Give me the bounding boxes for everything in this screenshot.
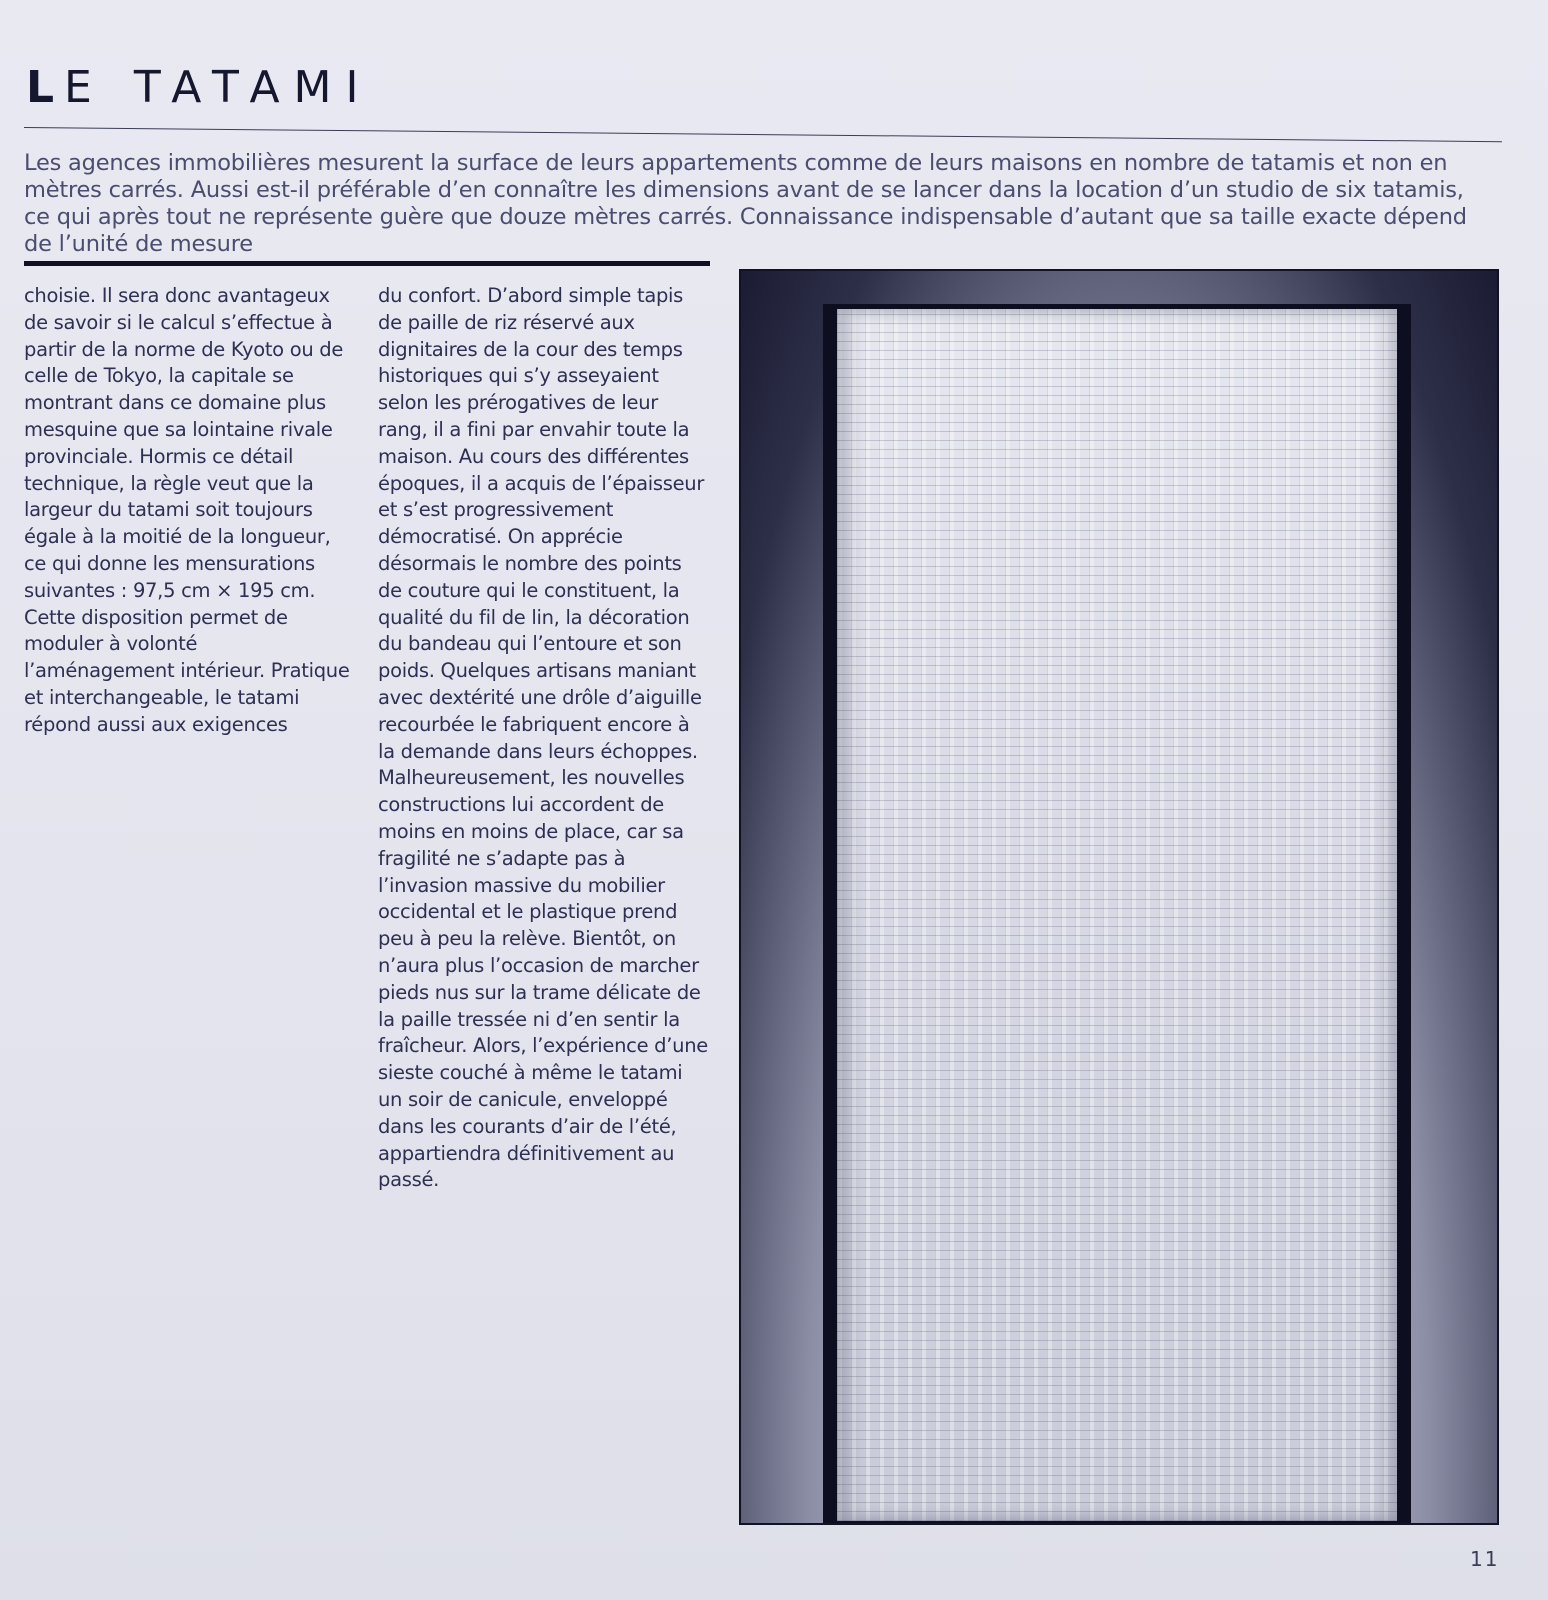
title-initial: L (26, 62, 65, 113)
intro-paragraph: Les agences immobilières mesurent la surface de leurs appartements comme de leurs maisons en nombre de tatamis et non en mètres carrés. Aussi est-il préférable d’en connaître les dimensions avant de se lancer dans la location d’un studio de six tatamis, ce qui après tout ne représente guère que douze mètres carrés. Connaissance indispensable d’autant que sa taille exacte dépend de l’unité de mesure (24, 150, 1467, 257)
title-rest: E TATAMI (64, 62, 373, 113)
tatami-weave (837, 309, 1397, 1521)
body-column-left: choisie. Il sera donc avantageux de savoir si le calcul s’effectue à partir de la norme de Kyoto ou de celle de Tokyo, la capitale se montrant dans ce domaine plus mesquine que sa lointaine rivale provinciale. Hormis ce détail technique, la règle veut que la largeur du tatami soit toujours égale à la moitié de la longueur, ce qui donne les mensurations suivantes : 97,5 cm × 195 cm. Cette disposition permet de moduler à volonté l’aménagement intérieur. Pratique et interchangeable, le tatami répond aussi aux exigences (24, 284, 350, 736)
tatami-photo (739, 269, 1499, 1525)
title-rule (24, 127, 1502, 142)
page-title (26, 62, 372, 113)
page-number: 11 (1470, 1547, 1500, 1571)
column-rule (24, 261, 710, 266)
body-column-middle: du confort. D’abord simple tapis de paille de riz réservé aux dignitaires de la cour des temps historiques qui s’y asseyaient selon les prérogatives de leur rang, il a fini par envahir toute la maison. Au cours des différentes époques, il a acquis de l’épaisseur et s’est progressivement démocratisé. On apprécie désormais le nombre des points de couture qui le constituent, la qualité du fil de lin, la décoration du bandeau qui l’entoure et son poids. Quelques artisans maniant avec dextérité une drôle d’aiguille recourbée le fabriquent encore à la demande dans leurs échoppes. Malheureusement, les nouvelles constructions lui accordent de moins en moins de place, car sa fragilité ne s’adapte pas à l’invasion massive du mobilier occidental et le plastique prend peu à peu la relève. Bientôt, on n’aura plus l’occasion de marcher pieds nus sur la trame délicate de la paille tressée ni d’en sentir la fraîcheur. Alors, l’expérience d’une sieste couché à même le tatami un soir de canicule, enveloppé dans les courants d’air de l’été, appartiendra définitivement au passé. (378, 284, 708, 1192)
